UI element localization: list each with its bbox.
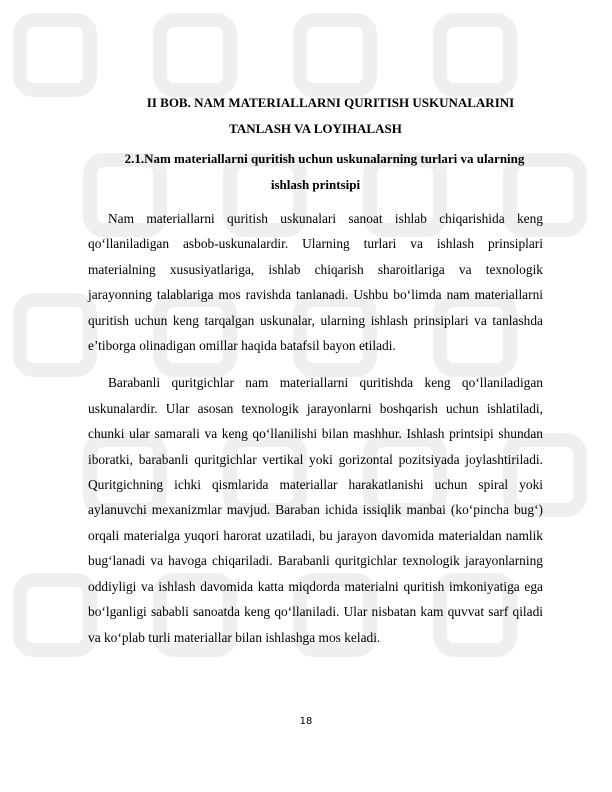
section-title-line-1: 2.1.Nam materiallarni quritish uchun uskunalarning turlari va ularning xyxy=(124,151,525,166)
paragraph-2: Barabanli quritgichlar nam materiallarni quritishda keng qo‘llaniladigan uskunalardir. Ular asosan texnologik jarayonlarni boshqarish uchun ishlatiladi, chunki ular samarali va keng qo‘llanilishi bilan mashhur. Ishlash printsipi shundan iboratki, barabanli quritgichlar vertikal yoki gorizontal pozitsiyada joylashtiriladi. Quritgichning ichki qismlarida materiallar harakatlanishi uchun spiral yoki aylanuvchi mexanizmlar mavjud. Baraban ichida issiqlik manbai (ko‘pincha bug‘) orqali materialga yuqori harorat uzatiladi, bu jarayon davomida materialdan namlik bug‘lanadi va havoga chiqariladi. Barabanli quritgichlar texnologik jarayonlarning oddiyligi va ishlash davomida katta miqdorda materialni quritish imkoniyatiga ega bo‘lganligi sababli sanoatda keng qo‘llaniladi. Ular nisbatan kam quvvat sarf qiladi va ko‘plab turli materiallar bilan ishlashga mos keladi. xyxy=(88,375,543,645)
paragraph-1: Nam materiallarni quritish uskunalari sanoat ishlab chiqarishida keng qo‘llaniladigan asbob-uskunalardir. Ularning turlari va ishlash prinsiplari materialning xususiyatlariga, ishlab chiqarish sharoitlariga va texnologik jarayonning talablariga mos ravishda tanlanadi. Ushbu bo‘limda nam materiallarni quritish uchun keng tarqalgan uskunalar, ularning ishlash prinsiplari va tanlashda e’tiborga olinadigan omillar haqida batafsil bayon etiladi. xyxy=(88,211,543,354)
page-number: 18 xyxy=(299,716,313,727)
section-title-line-2: ishlash printsipi xyxy=(270,177,361,192)
page-content xyxy=(88,90,543,662)
chapter-title-line-1: II BOB. NAM MATERIALLARNI QURITISH USKUNALARINI xyxy=(146,95,515,110)
chapter-title-line-2: TANLASH VA LOYIHALASH xyxy=(229,121,402,136)
section-title xyxy=(88,146,543,198)
chapter-title xyxy=(88,90,543,142)
